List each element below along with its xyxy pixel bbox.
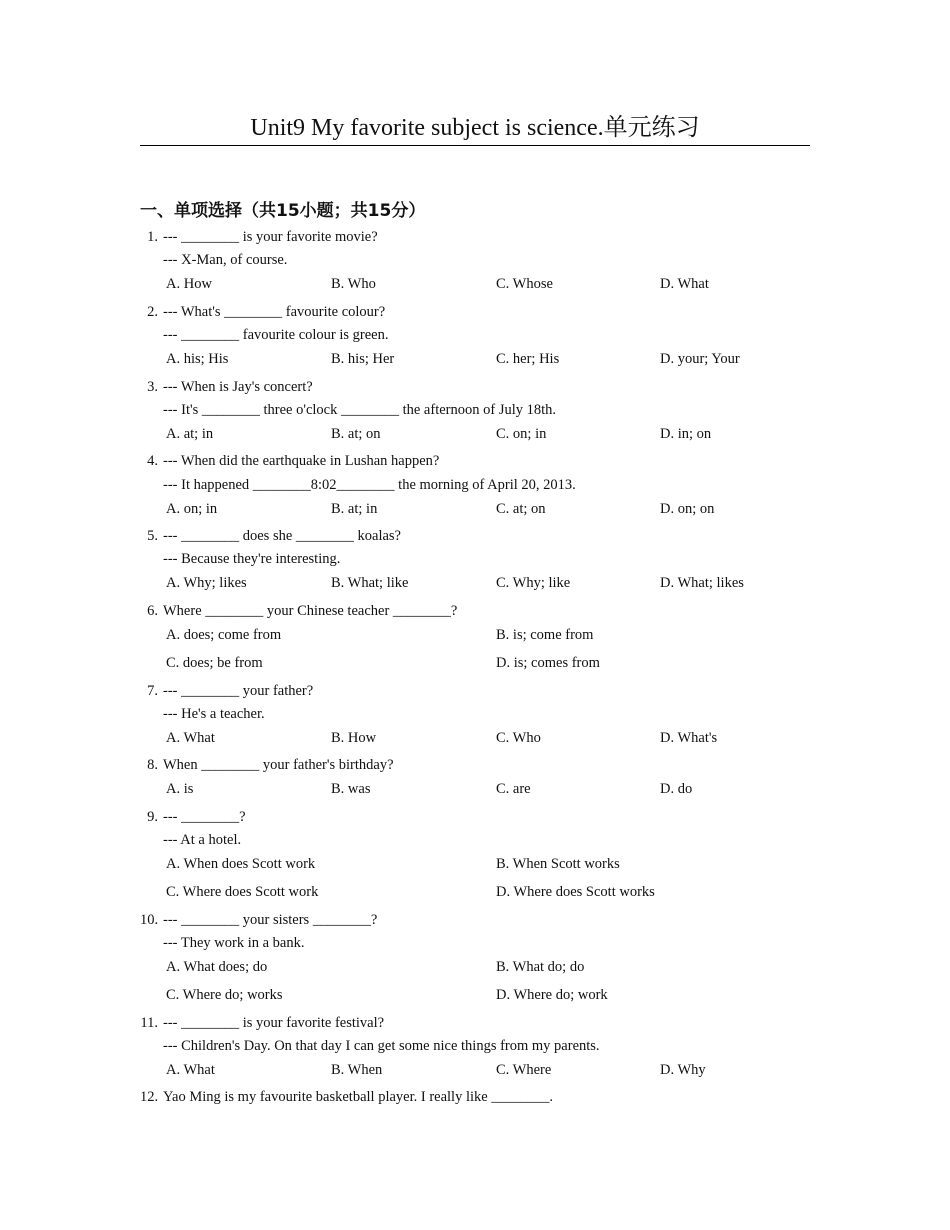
option-a[interactable]: A. How	[166, 276, 212, 292]
question-stem: --- When did the earthquake in Lushan happen?	[163, 453, 440, 469]
option-c[interactable]: C. Where do; works	[166, 987, 283, 1003]
question-number: 3.	[147, 379, 158, 395]
question-reply: --- He's a teacher.	[163, 706, 265, 722]
question-number: 12.	[140, 1089, 159, 1105]
option-a[interactable]: A. does; come from	[166, 627, 282, 643]
option-b[interactable]: B. Who	[331, 276, 376, 292]
option-b[interactable]: B. is; come from	[496, 627, 594, 643]
option-c[interactable]: C. Who	[496, 730, 541, 746]
option-c[interactable]: C. at; on	[496, 501, 546, 517]
question-reply: --- Children's Day. On that day I can get some nice things from my parents.	[163, 1038, 600, 1054]
question-number: 6.	[147, 603, 158, 619]
question-number: 4.	[147, 453, 158, 469]
option-a[interactable]: A. on; in	[166, 501, 218, 517]
page-title: Unit9 My favorite subject is science.单元练习	[250, 115, 700, 141]
option-b[interactable]: B. How	[331, 730, 377, 746]
question-number: 1.	[147, 229, 158, 245]
option-a[interactable]: A. When does Scott work	[166, 856, 316, 872]
question-stem: --- ________ does she ________ koalas?	[163, 528, 401, 544]
option-a[interactable]: A. What does; do	[166, 959, 268, 975]
question-number: 8.	[147, 757, 158, 773]
option-c[interactable]: C. Where	[496, 1062, 552, 1078]
question-stem: Where ________ your Chinese teacher ________?	[163, 603, 458, 619]
question-reply: --- At a hotel.	[163, 832, 242, 848]
option-d[interactable]: D. do	[660, 781, 693, 797]
question-reply: --- X-Man, of course.	[163, 252, 288, 268]
question-stem: Yao Ming is my favourite basketball player. I really like ________.	[163, 1089, 553, 1105]
option-d[interactable]: D. What; likes	[660, 575, 744, 591]
option-d[interactable]: D. in; on	[660, 426, 712, 442]
option-d[interactable]: D. on; on	[660, 501, 715, 517]
question-number: 2.	[147, 304, 158, 320]
option-c[interactable]: C. Whose	[496, 276, 553, 292]
option-b[interactable]: B. at; on	[331, 426, 381, 442]
question-stem: --- ________ is your favorite festival?	[163, 1015, 385, 1031]
section-heading: 一、单项选择（共15小题；共15分）	[140, 201, 426, 221]
question-reply: --- It's ________ three o'clock ________ the afternoon of July 18th.	[163, 402, 557, 418]
question-number: 5.	[147, 528, 158, 544]
option-d[interactable]: D. Why	[660, 1062, 706, 1078]
question-stem: --- ________ your sisters ________?	[163, 912, 378, 928]
question-number: 9.	[147, 809, 158, 825]
question-reply: --- ________ favourite colour is green.	[163, 327, 389, 343]
option-d[interactable]: D. What's	[660, 730, 718, 746]
option-c[interactable]: C. are	[496, 781, 531, 797]
question-reply: --- They work in a bank.	[163, 935, 305, 951]
option-d[interactable]: D. your; Your	[660, 351, 740, 367]
option-b[interactable]: B. What; like	[331, 575, 409, 591]
option-a[interactable]: A. What	[166, 1062, 215, 1078]
option-a[interactable]: A. is	[166, 781, 194, 797]
option-b[interactable]: B. was	[331, 781, 371, 797]
question-reply: --- It happened ________8:02________ the morning of April 20, 2013.	[163, 477, 576, 493]
option-b[interactable]: B. at; in	[331, 501, 378, 517]
option-b[interactable]: B. When	[331, 1062, 383, 1078]
option-a[interactable]: A. What	[166, 730, 215, 746]
option-d[interactable]: D. Where do; work	[496, 987, 608, 1003]
option-a[interactable]: A. at; in	[166, 426, 214, 442]
option-b[interactable]: B. What do; do	[496, 959, 585, 975]
option-d[interactable]: D. is; comes from	[496, 655, 600, 671]
option-c[interactable]: C. does; be from	[166, 655, 263, 671]
question-stem: --- When is Jay's concert?	[163, 379, 313, 395]
question-stem: --- ________?	[163, 809, 246, 825]
question-reply: --- Because they're interesting.	[163, 551, 341, 567]
option-c[interactable]: C. Why; like	[496, 575, 571, 591]
option-a[interactable]: A. his; His	[166, 351, 229, 367]
option-c[interactable]: C. Where does Scott work	[166, 884, 319, 900]
question-number: 7.	[147, 683, 158, 699]
option-b[interactable]: B. When Scott works	[496, 856, 620, 872]
title-underline	[140, 113, 810, 146]
option-d[interactable]: D. What	[660, 276, 709, 292]
question-number: 11.	[140, 1015, 158, 1031]
question-stem: --- ________ is your favorite movie?	[163, 229, 378, 245]
option-c[interactable]: C. her; His	[496, 351, 560, 367]
question-stem: --- What's ________ favourite colour?	[163, 304, 386, 320]
option-b[interactable]: B. his; Her	[331, 351, 395, 367]
option-d[interactable]: D. Where does Scott works	[496, 884, 655, 900]
option-a[interactable]: A. Why; likes	[166, 575, 247, 591]
option-c[interactable]: C. on; in	[496, 426, 547, 442]
question-stem: When ________ your father's birthday?	[163, 757, 394, 773]
question-stem: --- ________ your father?	[163, 683, 314, 699]
question-number: 10.	[140, 912, 159, 928]
